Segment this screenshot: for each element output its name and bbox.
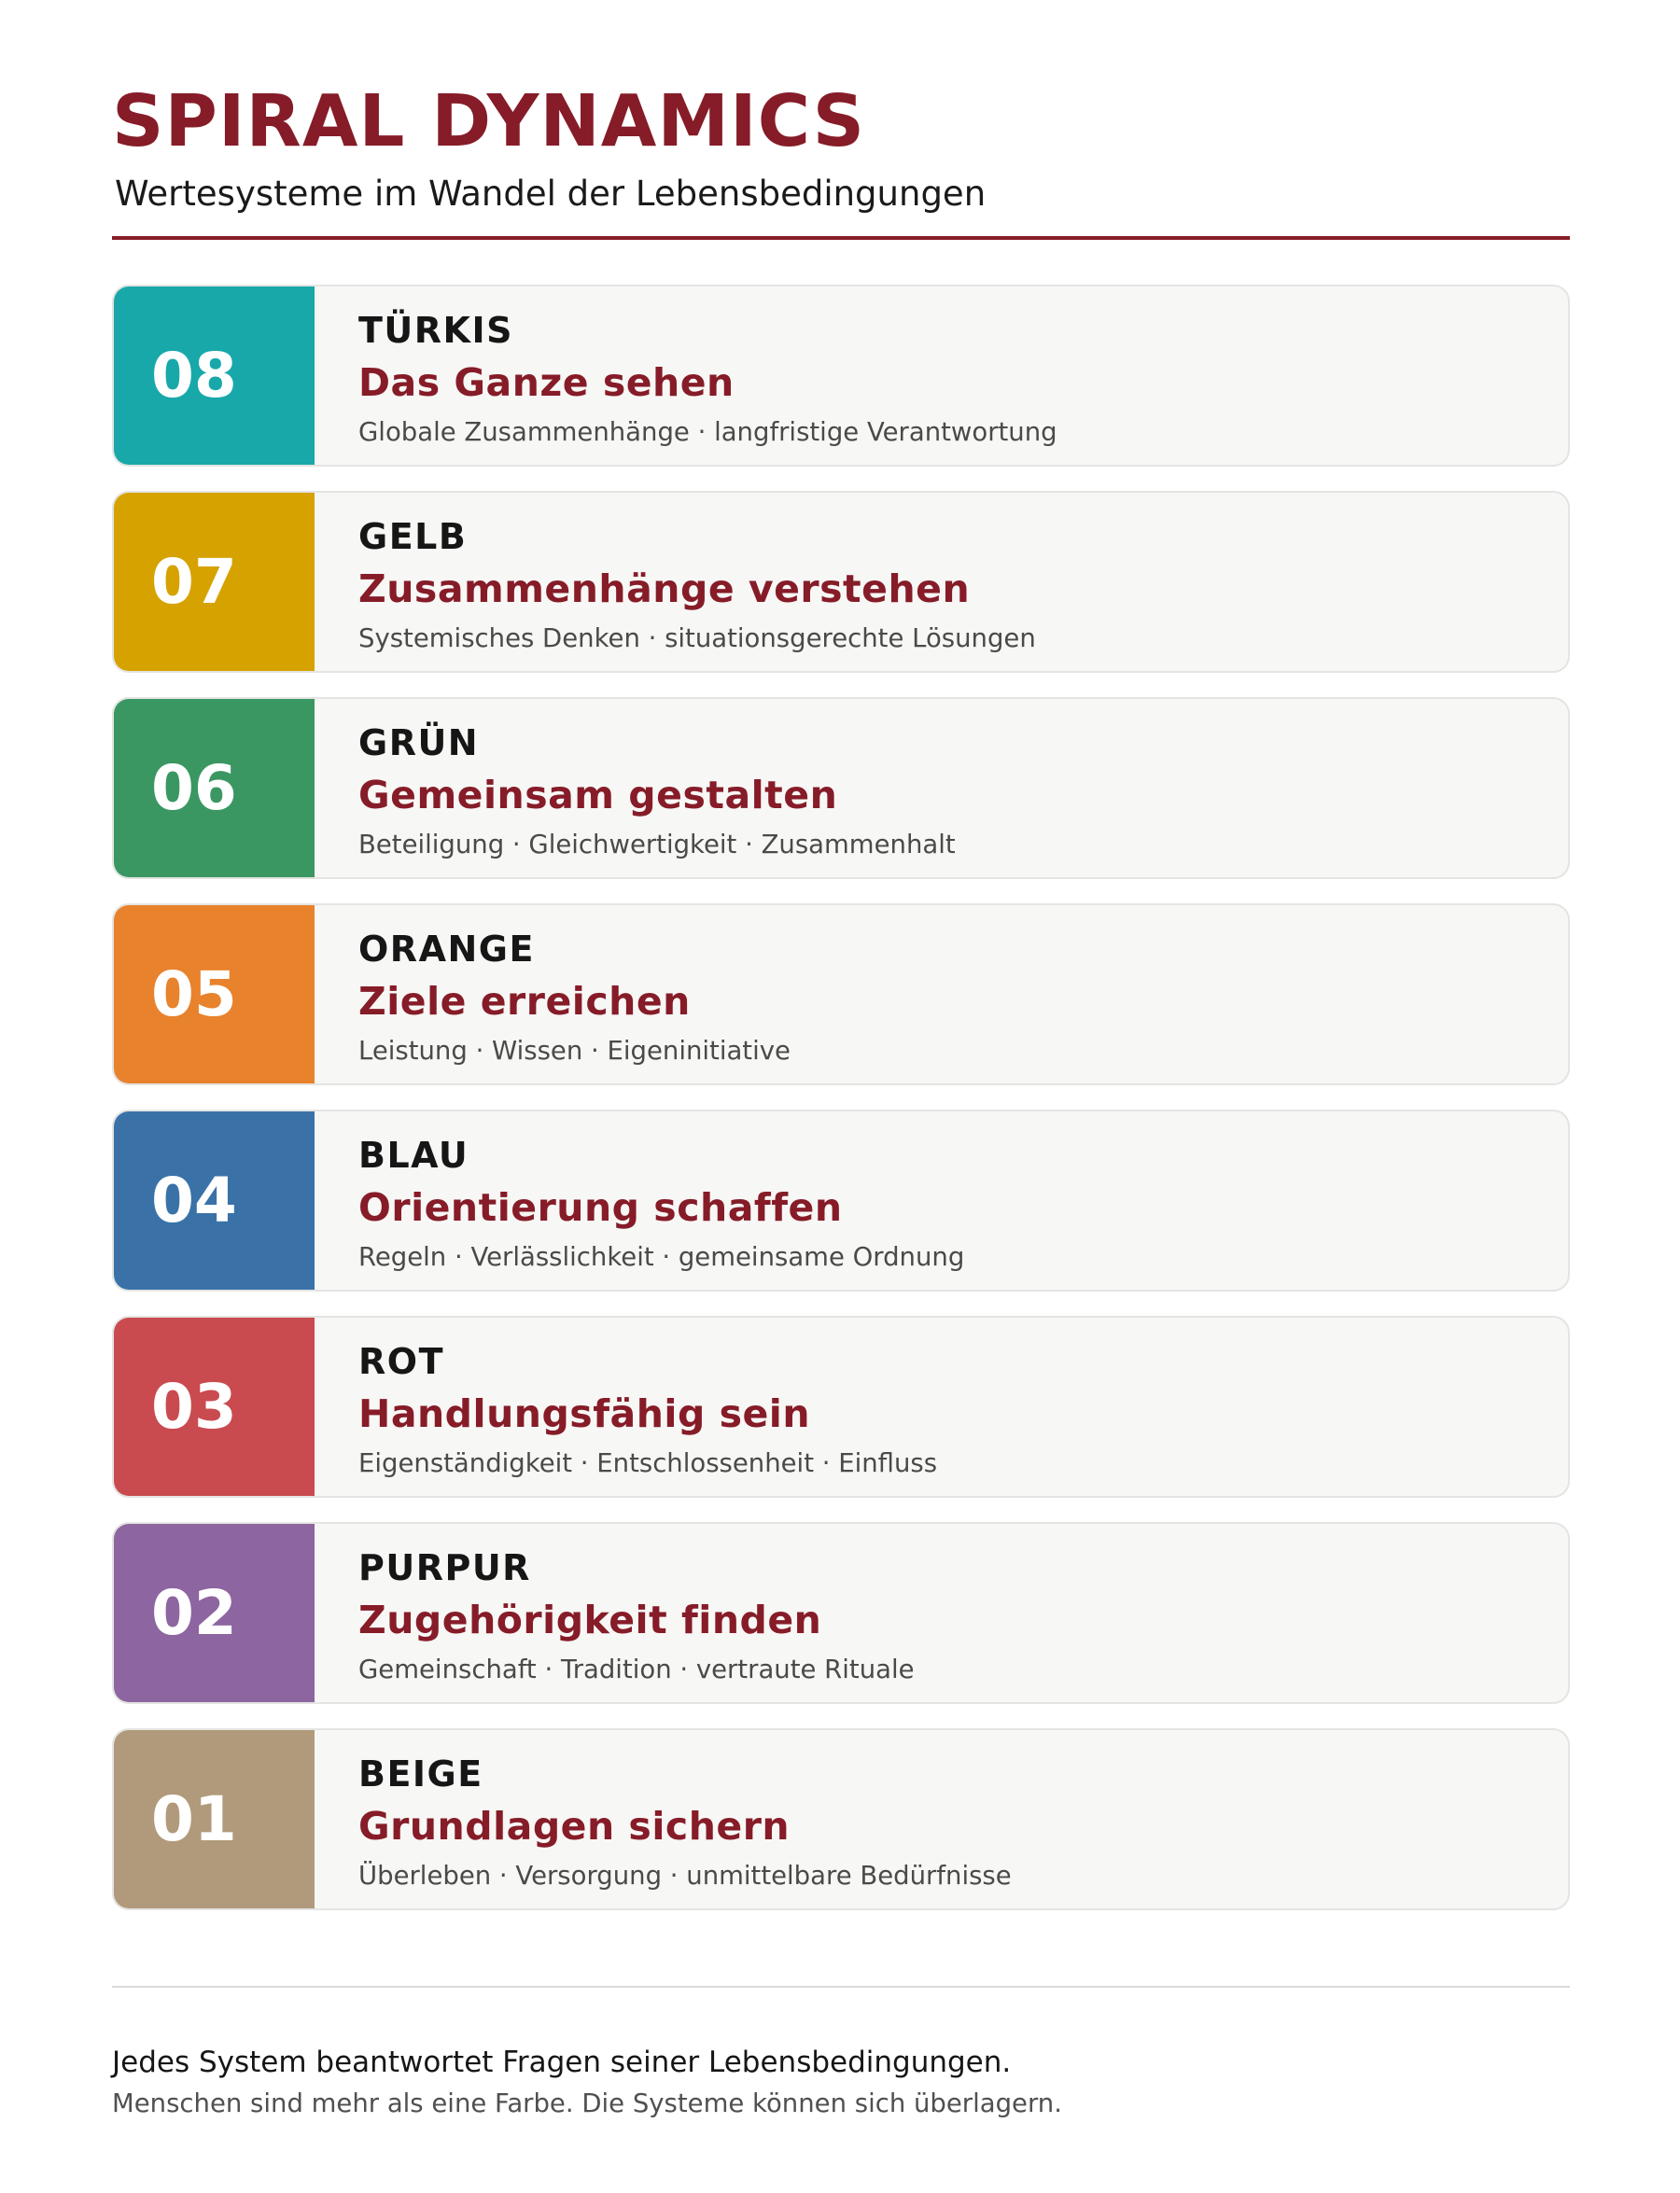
level-description: Überleben · Versorgung · unmittelbare Bedürfnisse [358,1861,1012,1891]
level-color-name: ORANGE [358,929,535,970]
level-card-03 [112,1316,1570,1498]
level-number-badge: 03 [112,1316,315,1498]
level-card-05 [112,903,1570,1085]
level-number-badge: 01 [112,1728,315,1910]
level-description: Globale Zusammenhänge · langfristige Verantwortung [358,417,1057,447]
page-title: SPIRAL DYNAMICS [112,80,866,163]
level-color-name: BLAU [358,1135,469,1176]
level-description: Systemisches Denken · situationsgerechte Lösungen [358,623,1036,653]
level-number-badge: 04 [112,1110,315,1292]
level-number-badge: 06 [112,697,315,879]
level-color-name: ROT [358,1341,444,1382]
footer-divider [112,1986,1570,1988]
level-headline: Grundlagen sichern [358,1804,791,1849]
level-card-01 [112,1728,1570,1910]
title-underline [112,236,1570,240]
level-color-name: GELB [358,516,468,557]
level-headline: Zusammenhänge verstehen [358,566,971,611]
level-headline: Zugehörigkeit finden [358,1598,822,1642]
level-color-name: BEIGE [358,1753,483,1795]
footer-statement: Jedes System beantwortet Fragen seiner Lebensbedingungen. [112,2046,1012,2079]
page-subtitle: Wertesysteme im Wandel der Lebensbedingungen [115,174,987,214]
level-card-06 [112,697,1570,879]
level-headline: Das Ganze sehen [358,360,735,405]
level-card-08 [112,285,1570,467]
level-description: Beteiligung · Gleichwertigkeit · Zusammenhalt [358,830,956,859]
level-card-02 [112,1522,1570,1704]
level-headline: Ziele erreichen [358,979,691,1024]
footer-note: Menschen sind mehr als eine Farbe. Die Systeme können sich überlagern. [112,2088,1062,2118]
level-description: Eigenständigkeit · Entschlossenheit · Einfluss [358,1448,938,1478]
level-card-04 [112,1110,1570,1292]
level-headline: Orientierung schaffen [358,1185,843,1230]
level-color-name: TÜRKIS [358,310,513,351]
level-color-name: GRÜN [358,722,480,763]
level-card-07 [112,491,1570,673]
level-number-badge: 07 [112,491,315,673]
level-description: Regeln · Verlässlichkeit · gemeinsame Ordnung [358,1242,965,1272]
level-description: Leistung · Wissen · Eigeninitiative [358,1036,791,1066]
level-number-badge: 08 [112,285,315,467]
level-number-badge: 02 [112,1522,315,1704]
level-color-name: PURPUR [358,1547,531,1588]
level-number-badge: 05 [112,903,315,1085]
level-description: Gemeinschaft · Tradition · vertraute Rituale [358,1655,915,1684]
level-headline: Handlungsfähig sein [358,1391,811,1436]
level-headline: Gemeinsam gestalten [358,773,838,817]
